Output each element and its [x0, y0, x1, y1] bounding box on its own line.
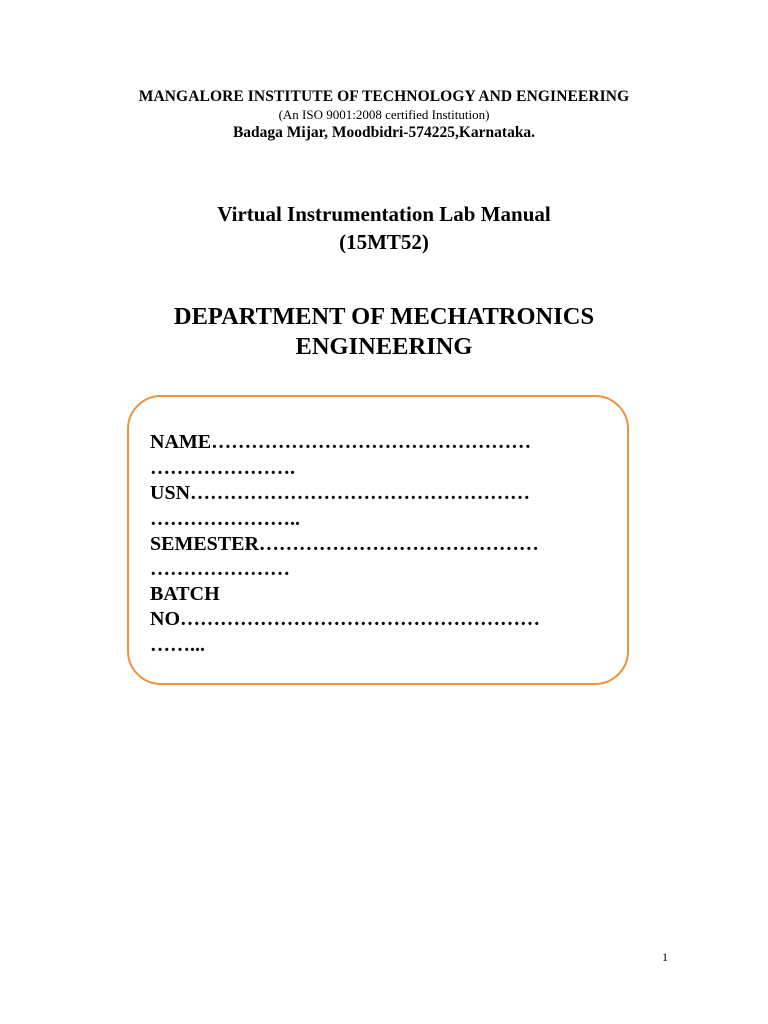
name-field-continuation: ………………….: [150, 457, 295, 479]
institution-address: Badaga Mijar, Moodbidri-574225,Karnataka.: [232, 124, 536, 141]
batch-no-field-continuation: ……...: [150, 634, 205, 656]
semester-field-continuation: …………………: [150, 558, 290, 580]
batch-label: BATCH: [150, 583, 220, 605]
page-number: 1: [662, 950, 668, 964]
usn-field-continuation: …………………..: [150, 508, 300, 530]
course-code: (15MT52): [339, 230, 429, 254]
certification-note: (An ISO 9001:2008 certified Institution): [278, 107, 490, 122]
institution-name: MANGALORE INSTITUTE OF TECHNOLOGY AND ENGINEERING: [138, 88, 630, 105]
department-title-line1: DEPARTMENT OF MECHATRONICS: [173, 303, 595, 330]
semester-field: SEMESTER……………………………………: [150, 533, 539, 555]
manual-title: Virtual Instrumentation Lab Manual: [217, 202, 551, 226]
department-title-line2: ENGINEERING: [295, 333, 473, 360]
name-field: NAME…………………………………………: [150, 431, 532, 453]
batch-no-field: NO………………………………………………: [150, 608, 540, 630]
usn-field: USN……………………………………………: [150, 482, 531, 504]
